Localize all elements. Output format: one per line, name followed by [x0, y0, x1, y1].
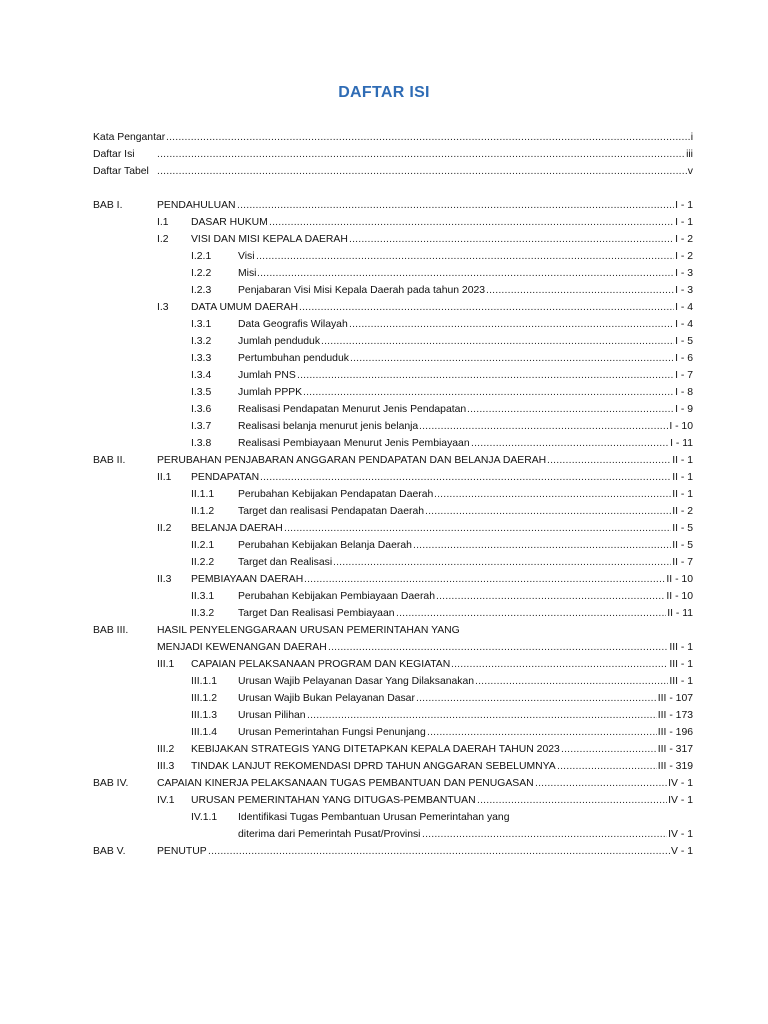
toc-entry[interactable]: [93, 401, 693, 418]
entry-number: II.2: [157, 523, 172, 534]
entry-page-number: IV - 1: [667, 775, 693, 792]
dot-leader: [284, 520, 671, 537]
entry-page-number: I - 3: [674, 282, 693, 299]
entry-page-number: III - 107: [657, 690, 693, 707]
dot-leader: [269, 214, 674, 231]
toc-entry[interactable]: [93, 622, 693, 639]
entry-page-number: II - 10: [665, 571, 693, 588]
entry-number: I.3.6: [191, 404, 212, 415]
entry-title: KEBIJAKAN STRATEGIS YANG DITETAPKAN KEPALA DAERAH TAHUN 2023: [191, 741, 561, 758]
toc-entry[interactable]: [93, 639, 693, 656]
entry-page-number: II - 11: [666, 605, 693, 622]
dot-leader: [333, 554, 671, 571]
entry-title: Jumlah penduduk: [238, 333, 321, 350]
toc-entry[interactable]: [93, 503, 693, 520]
entry-page-number: II - 1: [671, 452, 693, 469]
dot-leader: [427, 724, 657, 741]
entry-number: I.3.8: [191, 438, 212, 449]
entry-number: I.2: [157, 234, 169, 245]
entry-number: I.2.1: [191, 251, 212, 262]
entry-page-number: I - 3: [674, 265, 693, 282]
dot-leader: [475, 673, 668, 690]
entry-number: BAB III.: [93, 625, 129, 636]
entry-page-number: I - 10: [668, 418, 693, 435]
entry-title: Realisasi Pendapatan Menurut Jenis Pendapatan: [238, 401, 467, 418]
entry-number: III.3: [157, 761, 175, 772]
dot-leader: [419, 418, 668, 435]
toc-entry[interactable]: [93, 129, 693, 146]
dot-leader: [321, 333, 674, 350]
toc-entry[interactable]: [93, 163, 693, 180]
entry-page-number: II - 7: [671, 554, 693, 571]
toc-entry[interactable]: [93, 265, 693, 282]
entry-title: Realisasi Pembiayaan Menurut Jenis Pembiayaan: [238, 435, 471, 452]
dot-leader: [157, 146, 685, 163]
entry-number: BAB II.: [93, 455, 126, 466]
entry-title: Target dan realisasi Pendapatan Daerah: [238, 503, 425, 520]
dot-leader: [396, 605, 666, 622]
toc-entry[interactable]: [93, 316, 693, 333]
toc-entry[interactable]: [93, 809, 693, 826]
dot-leader: [467, 401, 674, 418]
toc-entry[interactable]: [93, 418, 693, 435]
toc-entry[interactable]: [93, 350, 693, 367]
dot-leader: [297, 367, 674, 384]
entry-number: III.1: [157, 659, 175, 670]
entry-number: II.1: [157, 472, 172, 483]
toc-entry[interactable]: [93, 282, 693, 299]
toc-entry[interactable]: [93, 384, 693, 401]
entry-number: BAB I.: [93, 200, 123, 211]
entry-number: I.3.5: [191, 387, 212, 398]
entry-number: BAB V.: [93, 846, 126, 857]
entry-page-number: I - 1: [674, 214, 693, 231]
entry-number: II.1.2: [191, 506, 215, 517]
entry-page-number: I - 4: [674, 299, 693, 316]
dot-leader: [256, 248, 674, 265]
entry-page-number: III - 196: [657, 724, 693, 741]
toc-entry[interactable]: [93, 469, 693, 486]
dot-leader: [349, 316, 674, 333]
dot-leader: [303, 384, 674, 401]
entry-number: III.1.4: [191, 727, 217, 738]
entry-page-number: III - 1: [668, 656, 693, 673]
dot-leader: [561, 741, 657, 758]
entry-number: I.3.3: [191, 353, 212, 364]
entry-title: Identifikasi Tugas Pembantuan Urusan Pemerintahan yang: [238, 809, 510, 826]
toc-entry[interactable]: [93, 537, 693, 554]
entry-title: PERUBAHAN PENJABARAN ANGGARAN PENDAPATAN DAN BELANJA DAERAH: [157, 452, 547, 469]
toc-entry[interactable]: [93, 146, 693, 163]
toc-entry[interactable]: [93, 299, 693, 316]
entry-page-number: II - 1: [671, 486, 693, 503]
entry-page-number: I - 5: [674, 333, 693, 350]
entry-page-number: I - 7: [674, 367, 693, 384]
entry-title: Urusan Pemerintahan Fungsi Penunjang: [238, 724, 427, 741]
entry-page-number: I - 2: [674, 231, 693, 248]
entry-number: III.1.1: [191, 676, 217, 687]
toc-entry[interactable]: [93, 673, 693, 690]
entry-page-number: I - 9: [674, 401, 693, 418]
toc-entry[interactable]: [93, 775, 693, 792]
dot-leader: [257, 265, 674, 282]
entry-title: Perubahan Kebijakan Pembiayaan Daerah: [238, 588, 436, 605]
entry-title: CAPAIAN KINERJA PELAKSANAAN TUGAS PEMBANTUAN DAN PENUGASAN: [157, 775, 535, 792]
entry-number: I.3.4: [191, 370, 212, 381]
entry-page-number: v: [687, 163, 693, 180]
entry-page-number: II - 5: [671, 520, 693, 537]
entry-page-number: II - 1: [671, 469, 693, 486]
entry-title: BELANJA DAERAH: [191, 520, 284, 537]
entry-number: I.1: [157, 217, 169, 228]
entry-page-number: I - 11: [669, 435, 693, 452]
entry-title: Penjabaran Visi Misi Kepala Daerah pada tahun 2023: [238, 282, 486, 299]
dot-leader: [422, 826, 667, 843]
dot-leader: [413, 537, 671, 554]
toc-entry[interactable]: [93, 554, 693, 571]
toc-entry[interactable]: [93, 656, 693, 673]
toc-entry[interactable]: [93, 605, 693, 622]
entry-page-number: I - 4: [674, 316, 693, 333]
toc-entry[interactable]: [93, 843, 693, 860]
entry-page-number: V - 1: [670, 843, 693, 860]
toc-entry[interactable]: [93, 231, 693, 248]
entry-title: Urusan Wajib Pelayanan Dasar Yang Dilaksanakan: [238, 673, 475, 690]
toc-entry[interactable]: [93, 826, 693, 843]
entry-number: I.3.1: [191, 319, 212, 330]
spacer: [93, 180, 693, 197]
entry-title: Data Geografis Wilayah: [238, 316, 349, 333]
toc-entry[interactable]: [93, 588, 693, 605]
entry-title: Target Dan Realisasi Pembiayaan: [238, 605, 396, 622]
dot-leader: [299, 299, 674, 316]
entry-title: PENUTUP: [157, 843, 208, 860]
dot-leader: [350, 350, 674, 367]
toc-entry[interactable]: [93, 486, 693, 503]
entry-page-number: III - 1: [668, 673, 693, 690]
dot-leader: [471, 435, 669, 452]
dot-leader: [425, 503, 671, 520]
dot-leader: [260, 469, 671, 486]
entry-title: CAPAIAN PELAKSANAAN PROGRAM DAN KEGIATAN: [191, 656, 451, 673]
entry-page-number: III - 1: [668, 639, 693, 656]
dot-leader: [157, 163, 687, 180]
entry-title: DATA UMUM DAERAH: [191, 299, 299, 316]
entry-number: I.3.2: [191, 336, 212, 347]
entry-title: Realisasi belanja menurut jenis belanja: [238, 418, 419, 435]
entry-page-number: I - 2: [674, 248, 693, 265]
dot-leader: [436, 588, 665, 605]
entry-title: HASIL PENYELENGGARAAN URUSAN PEMERINTAHAN YANG: [157, 622, 461, 639]
toc-entry[interactable]: [93, 758, 693, 775]
entry-title: URUSAN PEMERINTAHAN YANG DITUGAS-PEMBANTUAN: [191, 792, 477, 809]
entry-page-number: III - 317: [657, 741, 693, 758]
entry-number: III.1.2: [191, 693, 217, 704]
entry-page-number: iii: [685, 146, 693, 163]
dot-leader: [486, 282, 674, 299]
entry-number: II.1.1: [191, 489, 215, 500]
dot-leader: [208, 843, 670, 860]
toc-entry[interactable]: [93, 724, 693, 741]
dot-leader: [304, 571, 665, 588]
entry-number: I.2.2: [191, 268, 212, 279]
dot-leader: [237, 197, 674, 214]
entry-title: PENDAHULUAN: [157, 197, 237, 214]
entry-title: Daftar Tabel: [93, 163, 150, 180]
entry-title: Urusan Pilihan: [238, 707, 307, 724]
entry-number: III.2: [157, 744, 175, 755]
entry-number: II.2.1: [191, 540, 215, 551]
toc-entry[interactable]: [93, 707, 693, 724]
dot-leader: [349, 231, 674, 248]
entry-number: BAB IV.: [93, 778, 129, 789]
entry-title: MENJADI KEWENANGAN DAERAH: [157, 639, 328, 656]
entry-title: Urusan Wajib Bukan Pelayanan Dasar: [238, 690, 416, 707]
entry-title: DASAR HUKUM: [191, 214, 269, 231]
entry-page-number: I - 6: [674, 350, 693, 367]
entry-page-number: III - 173: [657, 707, 693, 724]
entry-title: Misi: [238, 265, 257, 282]
toc-entry[interactable]: [93, 214, 693, 231]
entry-page-number: II - 10: [665, 588, 693, 605]
entry-title: Kata Pengantar: [93, 129, 166, 146]
entry-number: II.2.2: [191, 557, 215, 568]
dot-leader: [307, 707, 657, 724]
toc-entry[interactable]: [93, 792, 693, 809]
entry-title: TINDAK LANJUT REKOMENDASI DPRD TAHUN ANGGARAN SEBELUMNYA: [191, 758, 557, 775]
dot-leader: [477, 792, 667, 809]
entry-page-number: I - 8: [674, 384, 693, 401]
toc-entry[interactable]: [93, 741, 693, 758]
toc-entry[interactable]: [93, 333, 693, 350]
entry-number: I.3: [157, 302, 169, 313]
entry-title: PEMBIAYAAN DAERAH: [191, 571, 304, 588]
entry-title: Target dan Realisasi: [238, 554, 333, 571]
entry-title: Daftar Isi: [93, 146, 136, 163]
entry-title: VISI DAN MISI KEPALA DAERAH: [191, 231, 349, 248]
entry-page-number: III - 319: [657, 758, 693, 775]
entry-page-number: II - 5: [671, 537, 693, 554]
entry-title: Perubahan Kebijakan Belanja Daerah: [238, 537, 413, 554]
entry-number: IV.1.1: [191, 812, 218, 823]
entry-number: I.2.3: [191, 285, 212, 296]
entry-page-number: i: [690, 129, 693, 146]
entry-page-number: II - 2: [671, 503, 693, 520]
dot-leader: [328, 639, 668, 656]
entry-title: diterima dari Pemerintah Pusat/Provinsi: [238, 826, 422, 843]
entry-title: Perubahan Kebijakan Pendapatan Daerah: [238, 486, 434, 503]
toc-entry[interactable]: [93, 248, 693, 265]
dot-leader: [557, 758, 657, 775]
toc-entry[interactable]: [93, 197, 693, 214]
entry-number: II.3.2: [191, 608, 215, 619]
entry-page-number: I - 1: [674, 197, 693, 214]
entry-number: II.3.1: [191, 591, 215, 602]
toc-entry[interactable]: [93, 452, 693, 469]
entry-page-number: IV - 1: [667, 792, 693, 809]
entry-number: III.1.3: [191, 710, 217, 721]
toc-entry[interactable]: [93, 367, 693, 384]
dot-leader: [451, 656, 668, 673]
toc-entry[interactable]: [93, 571, 693, 588]
entry-page-number: IV - 1: [667, 826, 693, 843]
dot-leader: [547, 452, 671, 469]
toc-entry[interactable]: [93, 435, 693, 452]
entry-number: I.3.7: [191, 421, 212, 432]
entry-number: II.3: [157, 574, 172, 585]
entry-title: Jumlah PNS: [238, 367, 297, 384]
entry-title: Jumlah PPPK: [238, 384, 303, 401]
entry-title: PENDAPATAN: [191, 469, 260, 486]
entry-title: Pertumbuhan penduduk: [238, 350, 350, 367]
toc-entry[interactable]: [93, 690, 693, 707]
page-title: DAFTAR ISI: [338, 84, 430, 101]
table-of-contents: [93, 129, 693, 860]
entry-title: Visi: [238, 248, 256, 265]
dot-leader: [416, 690, 657, 707]
toc-entry[interactable]: [93, 520, 693, 537]
dot-leader: [535, 775, 667, 792]
dot-leader: [434, 486, 671, 503]
dot-leader: [166, 129, 690, 146]
entry-number: IV.1: [157, 795, 175, 806]
